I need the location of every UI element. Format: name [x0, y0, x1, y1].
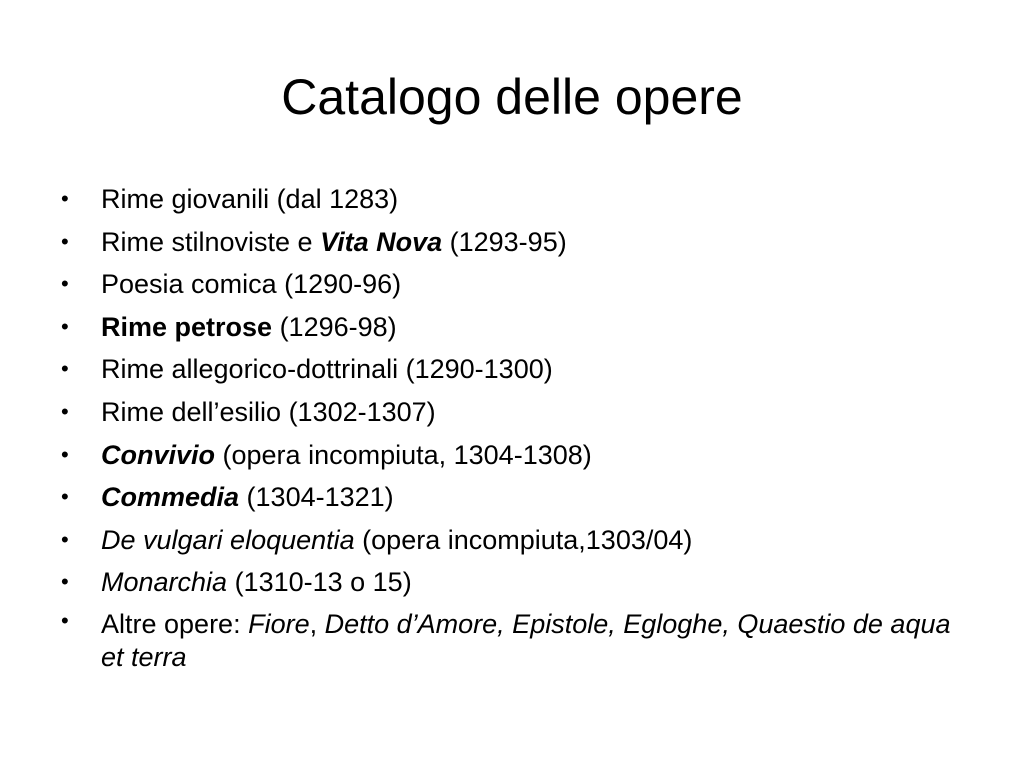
bullet-item: [58, 434, 978, 477]
bullet-item: [58, 519, 978, 562]
bullet-dot-icon: •: [61, 228, 69, 254]
bullet-text-segment: Vita Nova: [320, 226, 443, 257]
bullet-text-segment: (1296-98): [272, 311, 397, 342]
bullet-dot-icon: •: [61, 356, 69, 382]
bullet-text-segment: Rime giovanili (dal 1283): [101, 184, 399, 214]
bullet-text-segment: ,: [309, 608, 325, 639]
bullet-dot-icon: •: [61, 271, 69, 297]
bullet-list: [58, 178, 978, 674]
bullet-dot-icon: •: [61, 607, 69, 633]
bullet-text-segment: Fiore: [248, 608, 310, 639]
bullet-text-segment: Rime stilnoviste e: [101, 226, 321, 257]
bullet-dot-icon: •: [61, 484, 69, 510]
bullet-item: [58, 561, 978, 604]
bullet-text-segment: Rime petrose: [101, 311, 273, 342]
bullet-text-segment: Rime dell’esilio (1302-1307): [101, 396, 436, 427]
bullet-text-segment: (opera incompiuta, 1304-1308): [215, 439, 592, 470]
bullet-dot-icon: •: [61, 441, 69, 467]
bullet-text-segment: (1310-13 o 15): [227, 567, 412, 598]
bullet-item: [58, 348, 978, 391]
bullet-text-segment: Detto d’Amore, Epistole, Egloghe, Quaestio de aqua et terra: [101, 608, 951, 672]
bullet-text-segment: Rime allegorico-dottrinali (1290-1300): [101, 354, 553, 385]
bullet-text-segment: (opera incompiuta,1303/04): [354, 524, 693, 555]
bullet-item: [58, 306, 978, 349]
bullet-dot-icon: •: [61, 313, 69, 339]
bullet-item: [58, 221, 978, 264]
bullet-text-segment: De vulgari eloquentia: [101, 524, 355, 555]
bullet-text-segment: Commedia: [101, 482, 240, 513]
bullet-text-segment: (1293-95): [442, 226, 567, 257]
bullet-text-segment: Poesia comica (1290-96): [101, 269, 402, 300]
bullet-item: [58, 604, 978, 674]
bullet-item: [58, 391, 978, 434]
bullet-text-segment: Altre opere:: [101, 608, 249, 639]
bullet-dot-icon: •: [61, 398, 69, 424]
bullet-item: [58, 178, 978, 221]
bullet-text-segment: (1304-1321): [239, 482, 394, 513]
bullet-dot-icon: •: [61, 526, 69, 552]
bullet-item: [58, 476, 978, 519]
bullet-item: [58, 263, 978, 306]
bullet-text-segment: Monarchia: [101, 567, 228, 598]
bullet-dot-icon: •: [61, 186, 69, 211]
slide-title: Catalogo delle opere: [281, 69, 743, 125]
bullet-text-segment: Convivio: [101, 439, 216, 470]
bullet-dot-icon: •: [61, 569, 69, 595]
